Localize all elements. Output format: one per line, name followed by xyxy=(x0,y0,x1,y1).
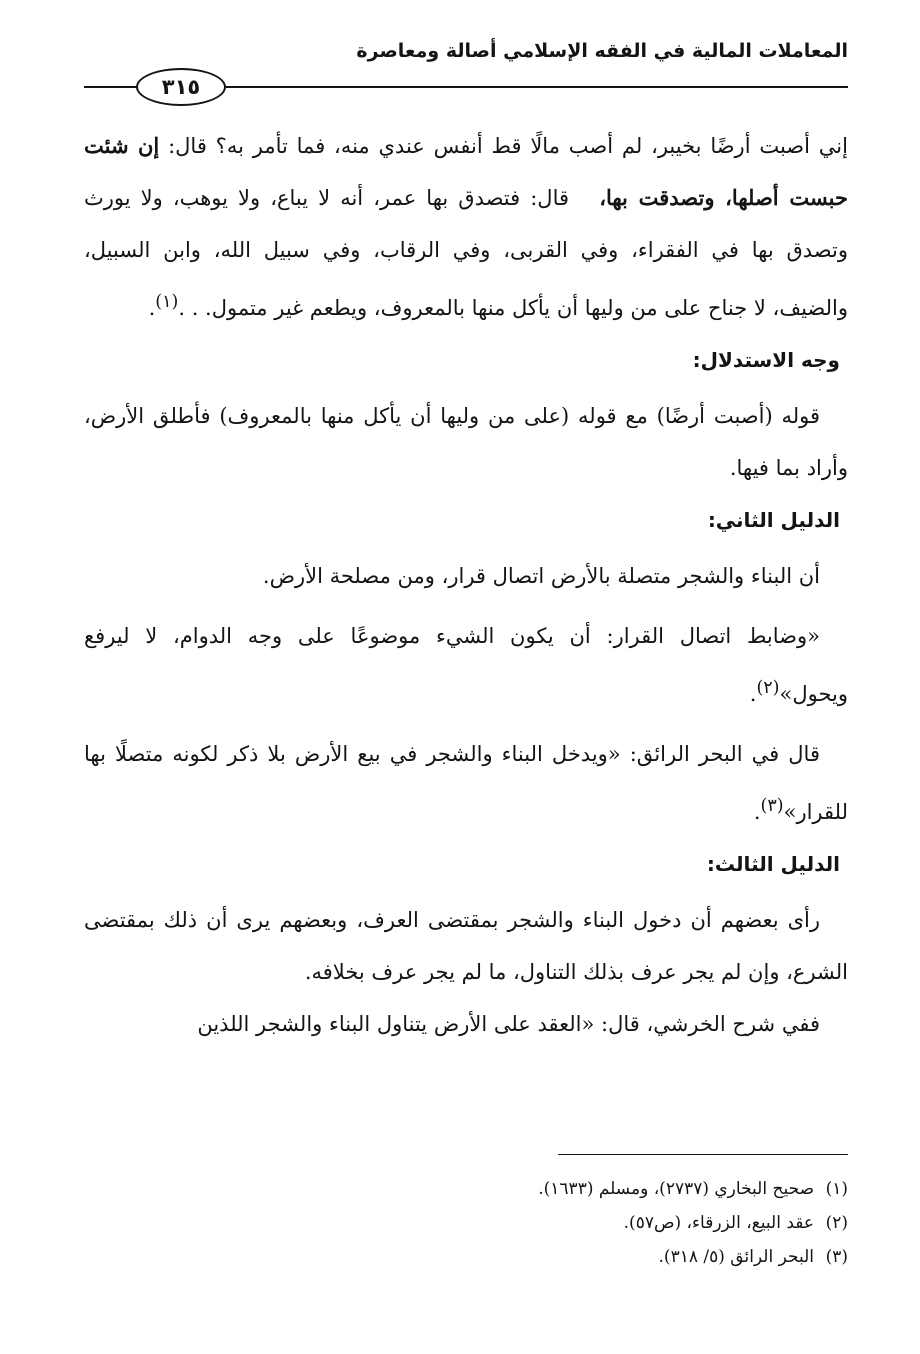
hadith-period: . xyxy=(148,296,156,320)
bahr-quote-text: قال في البحر الرائق: «ويدخل البناء والشجر في بيع الأرض بلا ذكر لكونه متصلًا بها للقرار» xyxy=(84,742,848,824)
footnote-item xyxy=(84,1206,848,1240)
footnote-item xyxy=(84,1172,848,1206)
hadith-text-start: إني أصبت أرضًا بخيبر، لم أصب مالًا قط أنفس عندي منه، فما تأمر به؟ قال: xyxy=(168,134,848,158)
kharashi-paragraph xyxy=(84,998,848,1050)
second-evidence-text: أن البناء والشجر متصلة بالأرض اتصال قرار، ومن مصلحة الأرض. xyxy=(262,564,820,588)
footnote-number: (٣) xyxy=(825,1247,848,1267)
hadith-text-continuation: قال: فتصدق بها عمر، أنه لا يباع، ولا يوهب، ولا يورث وتصدق بها في الفقراء، وفي القربى، وفي الرقاب، وفي سبيل الله، وابن السبيل، والضيف، لا جناح على من وليها أن يأكل منها بالمعروف، ويطعم غير متمول. . . xyxy=(84,186,848,320)
footnote-number: (١) xyxy=(825,1179,848,1199)
footnote-number: (٢) xyxy=(825,1213,848,1233)
running-title: المعاملات المالية في الفقه الإسلامي أصالة ومعاصرة xyxy=(356,40,848,62)
istidlal-paragraph xyxy=(84,390,848,494)
footnote-text: عقد البيع، الزرقاء، (ص٥٧). xyxy=(623,1213,814,1233)
qarar-definition-paragraph xyxy=(84,610,848,720)
hadith-paragraph xyxy=(84,120,848,334)
istidlal-text: قوله (أصبت أرضًا) مع قوله (على من وليها أن يأكل منها بالمعروف) فأطلق الأرض، وأراد بما فيها. xyxy=(84,404,848,480)
footnotes xyxy=(84,1172,848,1274)
qarar-definition-text: «وضابط اتصال القرار: أن يكون الشيء موضوعًا على وجه الدوام، لا ليرفع ويحول» xyxy=(84,624,848,706)
kharashi-text: ففي شرح الخرشي، قال: «العقد على الأرض يتناول البناء والشجر اللذين xyxy=(197,1012,820,1036)
footnote-ref-1: (١) xyxy=(155,292,179,312)
footnote-ref-2: (٢) xyxy=(756,678,780,698)
footnote-text: البحر الرائق (٥/ ٣١٨). xyxy=(658,1247,814,1267)
bahr-quote-paragraph xyxy=(84,728,848,838)
heading-second-evidence: الدليل الثاني: xyxy=(707,508,840,532)
heading-wajh-al-istidlal: وجه الاستدلال: xyxy=(692,348,840,372)
footnote-separator xyxy=(558,1154,848,1155)
second-evidence-paragraph xyxy=(84,550,848,602)
page-number-badge: ٣١٥ xyxy=(136,68,226,106)
qarar-period: . xyxy=(749,682,757,706)
footnote-item xyxy=(84,1240,848,1274)
footnote-text: صحيح البخاري (٢٧٣٧)، ومسلم (١٦٣٣). xyxy=(538,1179,814,1199)
footnote-ref-3: (٣) xyxy=(760,796,784,816)
third-evidence-text: رأى بعضهم أن دخول البناء والشجر بمقتضى العرف، وبعضهم يرى أن ذلك بمقتضى الشرع، وإن لم يجر عرف بذلك التناول، ما لم يجر عرف بخلافه. xyxy=(84,908,848,984)
heading-third-evidence: الدليل الثالث: xyxy=(706,852,840,876)
bahr-period: . xyxy=(753,800,761,824)
hadith-bold-phrase: إن شئت حبست أصلها، وتصدقت بها، xyxy=(84,133,848,210)
main-text xyxy=(84,120,848,1050)
third-evidence-paragraph xyxy=(84,894,848,998)
